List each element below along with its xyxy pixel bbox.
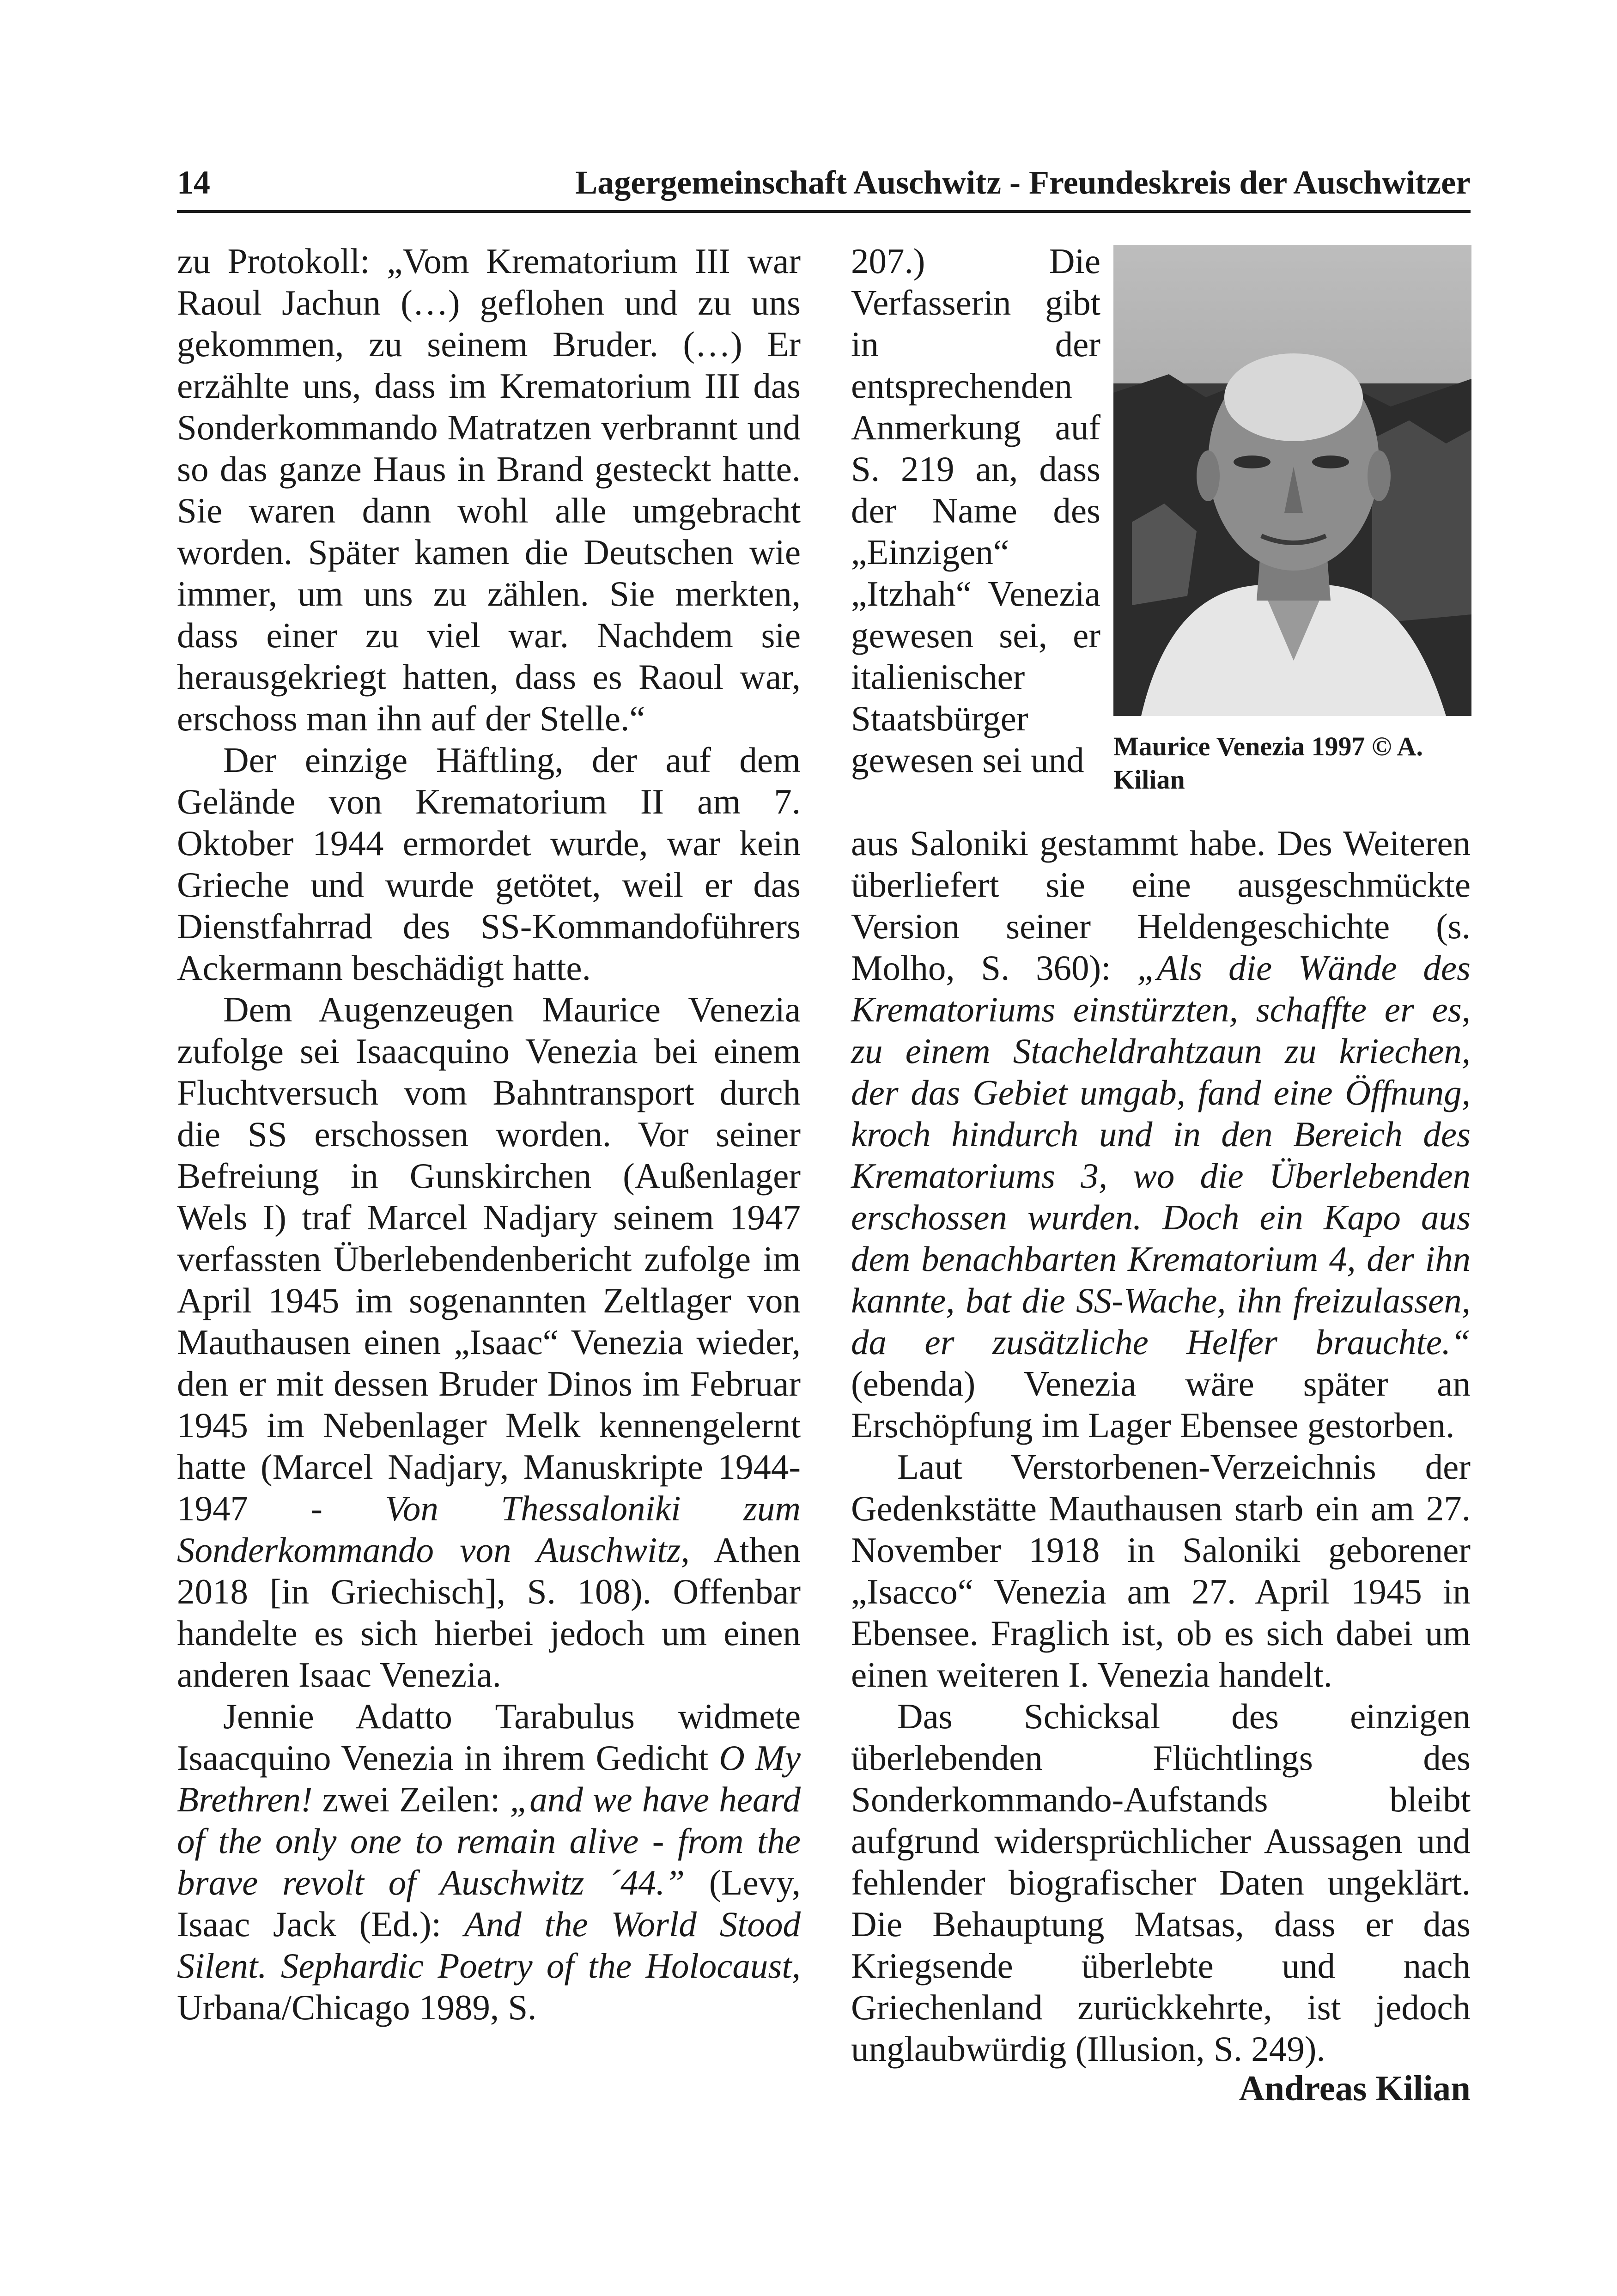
- paragraph: 207.) Die Verfasserin gibt in der entsprechenden Anmerkung auf S. 219 an, dass der Name des „Einzigen“ „Itzhah“ Venezia gewesen sei, er italienischer Staatsbürger gewesen sei und: [851, 241, 1100, 780]
- paragraph: Jennie Adatto Tarabulus widmete Isaacquino Venezia in ihrem Gedicht O My Brethren! zwei Zeilen: „and we have heard of the only one to remain alive - from the brave revolt of Auschwitz ´44.” (Levy, Isaac Jack (Ed.): And the World Stood Silent. Sephardic Poetry of the Holocaust, Urbana/Chicago 1989, S.: [177, 1696, 801, 2027]
- running-head: Lagergemeinschaft Auschwitz - Freundeskreis der Auschwitzer: [575, 164, 1471, 201]
- right-column-narrow: [851, 240, 1100, 781]
- header-rule: [177, 210, 1471, 213]
- italic-quote: „Als die Wände des Krematoriums einstürzten, schaffte er es, zu einem Stacheldrahtzaun zu kriechen, der das Gebiet umgab, fand eine Öffnung, kroch hindurch und in den Bereich des Krematoriums 3, wo die Überlebenden erschossen wurden. Doch ein Kapo aus dem benachbarten Krematorium 4, der ihn kannte, bat die SS-Wache, ihn freizulassen, da er zusätzliche Helfer brauchte.“: [851, 948, 1471, 1362]
- portrait-image: [1113, 245, 1471, 716]
- paragraph: Der einzige Häftling, der auf dem Gelände von Krematorium II am 7. Oktober 1944 ermordet wurde, war kein Grieche und wurde getötet, weil er das Dienstfahrrad des SS-Kommandoführers Ackermann beschädigt hatte.: [177, 740, 801, 988]
- author-signature: Andreas Kilian: [1239, 2068, 1471, 2108]
- paragraph: aus Saloniki gestammt habe. Des Weiteren überliefert sie eine ausgeschmückte Version seiner Heldengeschichte (s. Molho, S. 360): „Als die Wände des Krematoriums einstürzten, schaffte er es, zu einem Stacheldrahtzaun zu kriechen, der das Gebiet umgab, fand eine Öffnung, kroch hindurch und in den Bereich des Krematoriums 3, wo die Überlebenden erschossen wurden. Doch ein Kapo aus dem benachbarten Krematorium 4, der ihn kannte, bat die SS-Wache, ihn freizulassen, da er zusätzliche Helfer brauchte.“ (ebenda) Venezia wäre später an Erschöpfung im Lager Ebensee gestorben.: [851, 823, 1471, 1445]
- page-number: 14: [177, 164, 210, 201]
- paragraph: zu Protokoll: „Vom Krematorium III war Raoul Jachun (…) geflohen und zu uns gekommen, zu seinem Bruder. (…) Er erzählte uns, dass im Krematorium III das Sonderkommando Matratzen verbrannt und so das ganze Haus in Brand gesteckt hatte. Sie waren dann wohl alle umgebracht worden. Später kamen die Deutschen wie immer, um uns zu zählen. Sie merkten, dass einer zu viel war. Nachdem sie herausgekriegt hatten, dass es Raoul war, erschoss man ihn auf der Stelle.“: [177, 241, 801, 738]
- portrait-photo: [1113, 245, 1471, 716]
- photo-caption: Maurice Venezia 1997 © A. Kilian: [1113, 731, 1423, 795]
- page-header: [177, 157, 1471, 208]
- italic-title: Von Thessaloniki zum Sonderkommando von Auschwitz: [177, 1488, 801, 1570]
- paragraph: Das Schicksal des einzigen überlebenden Flüchtlings des Sonderkommando-Aufstands bleibt aufgrund widersprüchlicher Aussagen und fehlender biografischer Daten ungeklärt. Die Behauptung Matsas, dass er das Kriegsende überlebte und nach Griechenland zurückkehrte, ist jedoch unglaubwürdig (Illusion, S. 249).: [851, 1696, 1471, 2069]
- paragraph: Laut Verstorbenen-Verzeichnis der Gedenkstätte Mauthausen starb ein am 27. November 1918 in Saloniki geborener „Isacco“ Venezia am 27. April 1945 in Ebensee. Fraglich ist, ob es sich dabei um einen weiteren I. Venezia handelt.: [851, 1447, 1471, 1695]
- right-column: [851, 822, 1471, 2070]
- paragraph: Dem Augenzeugen Maurice Venezia zufolge sei Isaacquino Venezia bei einem Fluchtversuch vom Bahntransport durch die SS erschossen worden. Vor seiner Befreiung in Gunskirchen (Außenlager Wels I) traf Marcel Nadjary seinem 1947 verfassten Überlebendenbericht zufolge im April 1945 im sogenannten Zeltlager von Mauthausen einen „Isaac“ Venezia wieder, den er mit dessen Bruder Dinos im Februar 1945 im Nebenlager Melk kennengelernt hatte (Marcel Nadjary, Manuskripte 1944-1947 - Von Thessaloniki zum Sonderkommando von Auschwitz, Athen 2018 [in Griechisch], S. 108). Offenbar handelte es sich hierbei jedoch um einen anderen Isaac Venezia.: [177, 990, 801, 1695]
- italic-title: And the World Stood Silent. Sephardic Poetry of the Holocaust,: [177, 1904, 801, 1986]
- left-column: [177, 240, 801, 2028]
- italic-quote: „and we have heard of the only one to remain alive - from the brave revolt of Auschwitz ´44.”: [177, 1780, 801, 1902]
- italic-title: O My Brethren!: [177, 1738, 801, 1819]
